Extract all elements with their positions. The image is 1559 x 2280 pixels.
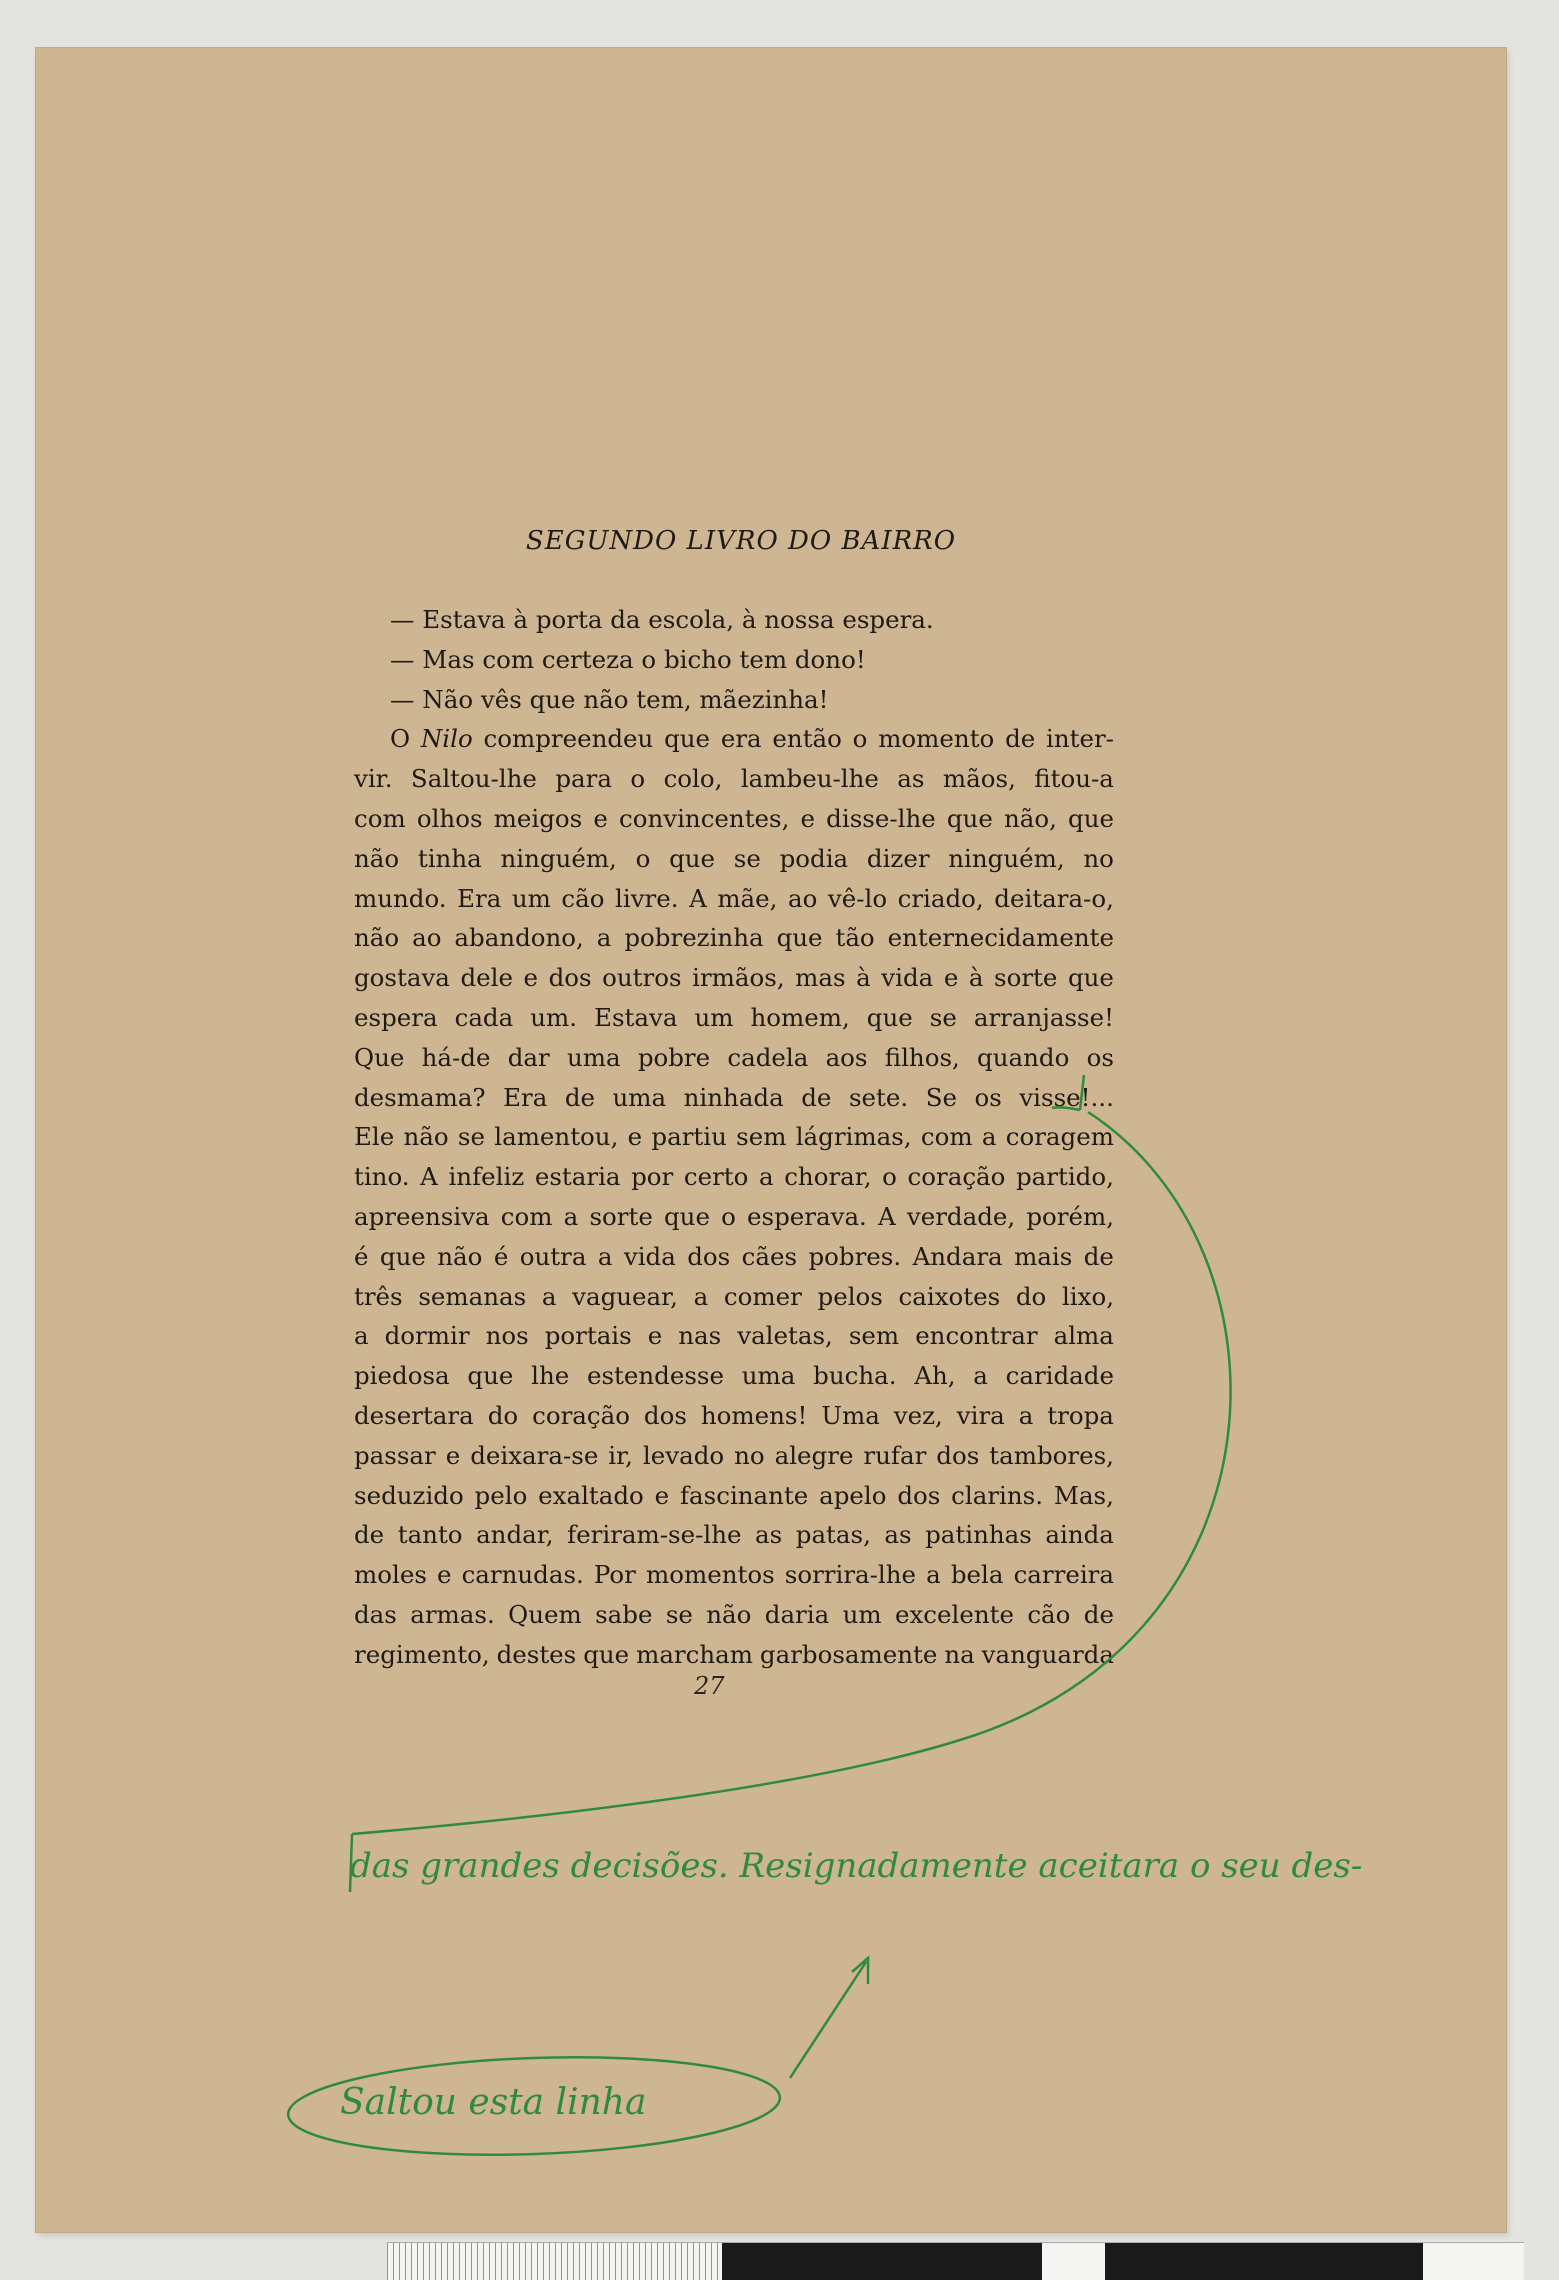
text-line: a dormir nos portais e nas valetas, sem encontrar alma <box>354 1321 1114 1351</box>
text-line: de tanto andar, feriram-se-lhe as patas, as patinhas ainda <box>354 1520 1114 1550</box>
text-line: passar e deixara-se ir, levado no alegre rufar dos tambores, <box>354 1440 1114 1470</box>
text-line: não tinha ninguém, o que se podia dizer ninguém, no <box>354 843 1114 873</box>
ruler-black-block <box>1105 2243 1423 2280</box>
text-line: desmama? Era de uma ninhada de sete. Se os visse!... <box>354 1082 1114 1112</box>
page-number: 27 <box>694 1672 725 1700</box>
text-line: — Mas com certeza o bicho tem dono! <box>390 644 866 674</box>
text-line: três semanas a vaguear, a comer pelos caixotes do lixo, <box>354 1281 1114 1311</box>
text-line: Que há-de dar uma pobre cadela aos filhos, quando os <box>354 1042 1114 1072</box>
text-line: apreensiva com a sorte que o esperava. A verdade, porém, <box>354 1201 1114 1231</box>
text-line: seduzido pelo exaltado e fascinante apelo dos clarins. Mas, <box>354 1480 1114 1510</box>
insertion-curve <box>352 1112 1231 1834</box>
text-line: com olhos meigos e convincentes, e disse-lhe que não, que <box>354 803 1114 833</box>
scale-ruler <box>387 2242 1524 2280</box>
text-line: desertara do coração dos homens! Uma vez, vira a tropa <box>354 1400 1114 1430</box>
text-line: — Estava à porta da escola, à nossa espera. <box>390 605 934 634</box>
text-line: é que não é outra a vida dos cães pobres. Andara mais de <box>354 1241 1114 1271</box>
text-line: tino. A infeliz estaria por certo a chorar, o coração partido, <box>354 1162 1114 1192</box>
text-line: Ele não se lamentou, e partiu sem lágrimas, com a coragem <box>354 1122 1114 1152</box>
text-line: O Nilo compreendeu que era então o momento de inter- <box>390 724 1114 754</box>
text-line: vir. Saltou-lhe para o colo, lambeu-lhe as mãos, fitou-a <box>354 764 1114 794</box>
pointer-arrow <box>790 1958 868 2078</box>
ruler-ticks <box>387 2243 722 2280</box>
insertion-mark <box>1052 1075 1084 1110</box>
text-line: gostava dele e dos outros irmãos, mas à vida e à sorte que <box>354 963 1114 993</box>
running-header: SEGUNDO LIVRO DO BAIRRO <box>525 526 957 556</box>
ruler-black-block <box>722 2243 1042 2280</box>
handwritten-note: Saltou esta linha <box>340 2082 647 2123</box>
text-line: moles e carnudas. Por momentos sorrira-lhe a bela carreira <box>354 1560 1114 1590</box>
text-line: espera cada um. Estava um homem, que se arranjasse! <box>354 1002 1114 1032</box>
text-line: mundo. Era um cão livre. A mãe, ao vê-lo criado, deitara-o, <box>354 883 1114 913</box>
text-line: — Não vês que não tem, mãezinha! <box>390 684 829 714</box>
handwritten-insertion: das grandes decisões. Resignadamente aceitara o seu des- <box>350 1846 1363 1886</box>
text-line: regimento, destes que marcham garbosamente na vanguarda <box>354 1639 1114 1669</box>
text-line: das armas. Quem sabe se não daria um excelente cão de <box>354 1599 1114 1629</box>
text-line: piedosa que lhe estendesse uma bucha. Ah, a caridade <box>354 1361 1114 1391</box>
text-line: não ao abandono, a pobrezinha que tão enternecidamente <box>354 923 1114 953</box>
